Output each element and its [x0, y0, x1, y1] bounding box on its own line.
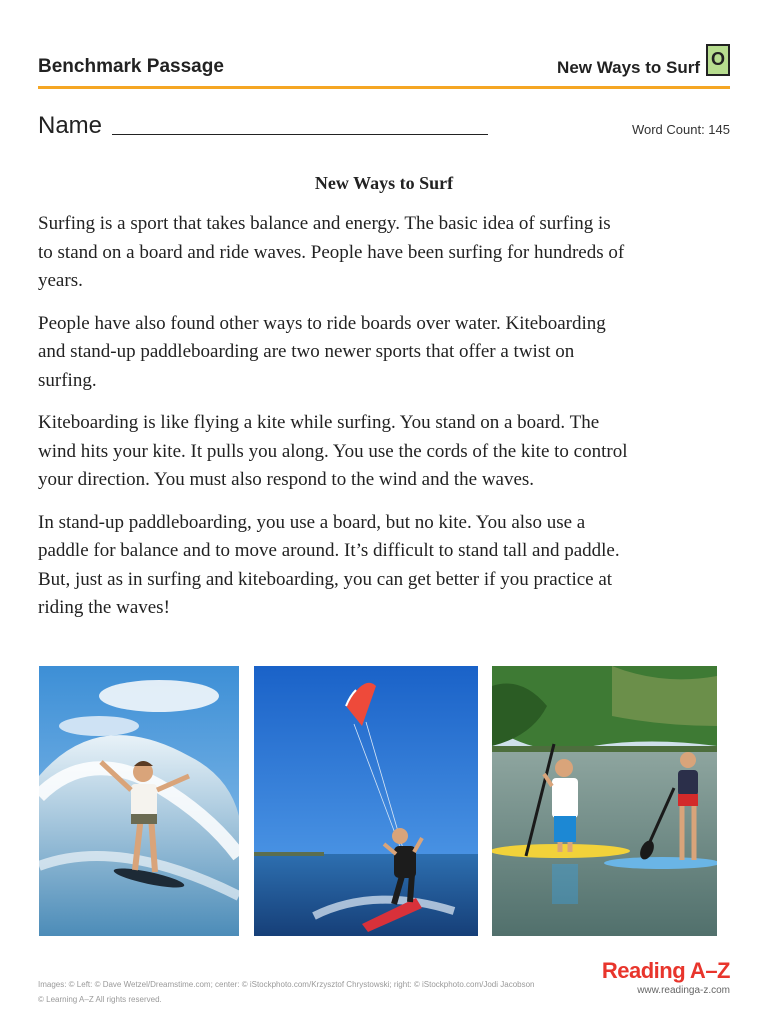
- word-count: Word Count: 145: [631, 122, 730, 137]
- credits-line: Images: © Left: © Dave Wetzel/Dreamstime.com; center: © iStockphoto.com/Krzysztof Chrystowski; right: © iStockphoto.com/Jodi Jacobson: [38, 980, 535, 989]
- header-title: New Ways to Surf: [557, 58, 700, 77]
- page-header: [38, 49, 730, 89]
- image-credits: [38, 977, 535, 1007]
- name-underline[interactable]: [112, 134, 488, 135]
- brand-logo: [602, 958, 730, 996]
- reading-az-logo: Reading A–Z: [601, 958, 730, 983]
- paragraph: People have also found other ways to ride boards over water. Kiteboarding and stand-up paddleboarding are two newer sports that offer a twist on surfing.: [38, 312, 606, 391]
- paragraph: Kiteboarding is like flying a kite while surfing. You stand on a board. The wind hits your kite. It pulls you along. You use the cords of the kite to control your direction. You must also respond to the wind and the waves.: [38, 412, 628, 490]
- surfing-photo: [39, 666, 239, 936]
- brand-url[interactable]: www.readinga-z.com: [637, 985, 730, 996]
- doc-type-label: Benchmark Passage: [38, 56, 224, 77]
- passage-body: [38, 210, 628, 637]
- kiteboarding-photo: [254, 666, 478, 936]
- level-badge: O: [706, 44, 730, 76]
- paragraph: Surfing is a sport that takes balance and energy. The basic idea of surfing is to stand on a board and ride waves. People have been surfing for hundreds of years.: [38, 213, 625, 291]
- passage-title: New Ways to Surf: [314, 173, 454, 193]
- name-field[interactable]: [38, 112, 102, 140]
- paragraph: In stand-up paddleboarding, you use a board, but no kite. You also use a paddle for balance and to move around. It’s difficult to stand tall and paddle. But, just as in surfing and kiteboarding, you can get better if you practice at riding the waves!: [38, 511, 620, 618]
- name-label: Name: [38, 112, 103, 139]
- paddleboarding-photo: [492, 666, 717, 936]
- copyright-line: © Learning A–Z All rights reserved.: [38, 995, 162, 1004]
